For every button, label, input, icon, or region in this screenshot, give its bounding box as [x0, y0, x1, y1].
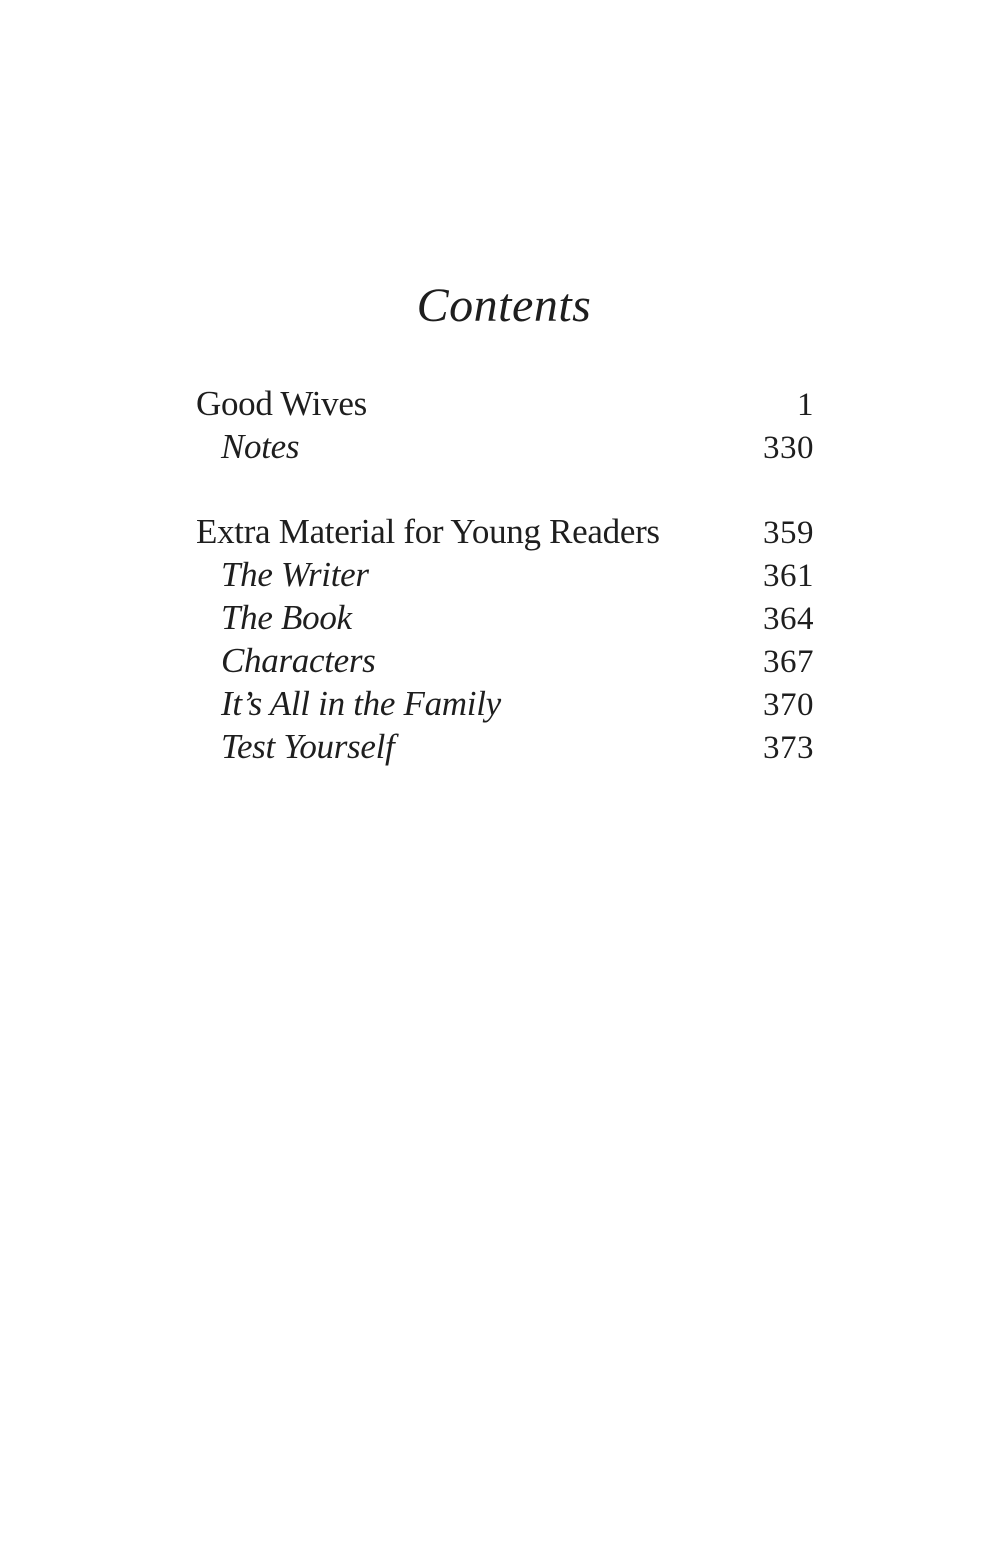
toc-entry-page: 370: [763, 687, 814, 723]
section-gap: [196, 469, 814, 511]
toc-list: [196, 383, 814, 769]
toc-row: [196, 683, 814, 726]
toc-entry-page: 1: [797, 387, 814, 423]
toc-entry-page: 361: [763, 558, 814, 594]
toc-entry-label: Test Yourself: [221, 727, 395, 766]
toc-row: [196, 597, 814, 640]
toc-entry-label: It’s All in the Family: [221, 684, 501, 723]
toc-row: [196, 726, 814, 769]
toc-entry-label: Good Wives: [196, 384, 367, 423]
toc-row: [196, 640, 814, 683]
toc-row: [196, 383, 814, 426]
toc-entry-label: The Book: [221, 598, 352, 637]
toc-row: [196, 554, 814, 597]
toc-entry-label: Notes: [221, 427, 300, 466]
toc-entry-page: 330: [763, 430, 814, 466]
toc-row: [196, 426, 814, 469]
toc-entry-page: 359: [763, 515, 814, 551]
toc-entry-label: The Writer: [221, 555, 369, 594]
toc-entry-page: 364: [763, 601, 814, 637]
toc-entry-label: Characters: [221, 641, 376, 680]
toc-row: [196, 511, 814, 554]
toc-entry-page: 373: [763, 730, 814, 766]
toc-entry-label: Extra Material for Young Readers: [196, 512, 660, 551]
page-title: Contents: [416, 279, 592, 332]
toc-entry-page: 367: [763, 644, 814, 680]
